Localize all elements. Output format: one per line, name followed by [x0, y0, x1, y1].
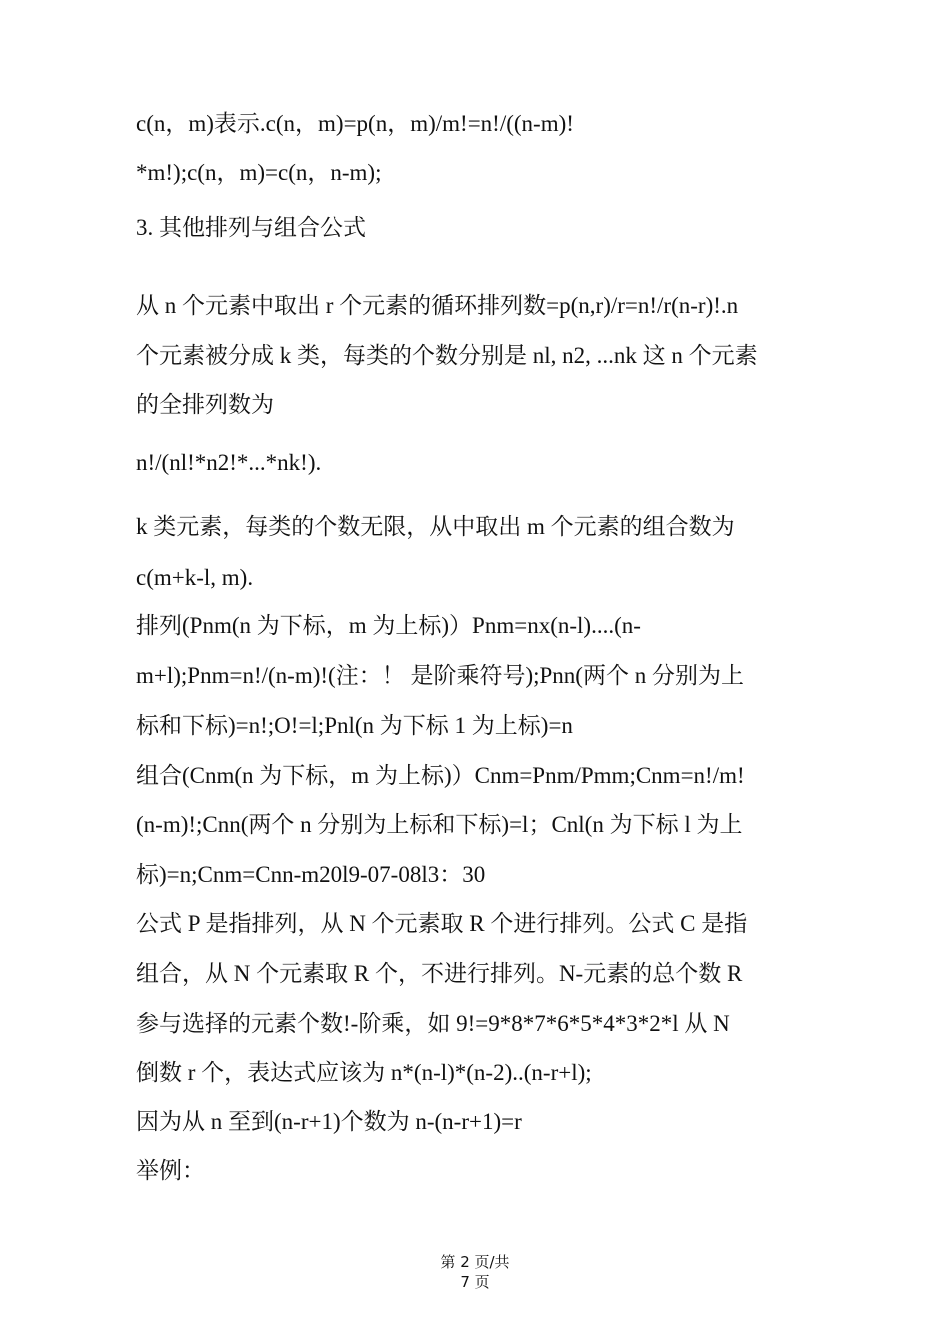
text-line: 从 n 个元素中取出 r 个元素的循环排列数=p(n,r)/r=n!/r(n-r)!.n: [136, 293, 739, 318]
text-line: 标和下标)=n!;O!=l;Pnl(n 为下标 1 为上标)=n: [136, 713, 573, 738]
text-line: 举例：: [136, 1158, 205, 1183]
text-line: 标)=n;Cnm=Cnn-m20l9-07-08l3：30: [136, 862, 486, 887]
text-line: 排列(Pnm(n 为下标，m 为上标)）Pnm=nx(n-l)....(n-: [136, 613, 641, 638]
page-number-line2: 7 页: [460, 1273, 490, 1291]
text-line: 公式 P 是指排列，从 N 个元素取 R 个进行排列。公式 C 是指: [136, 911, 748, 936]
text-line: c(n，m)表示.c(n，m)=p(n，m)/m!=n!/((n-m)!: [136, 111, 574, 136]
text-line: k 类元素，每类的个数无限，从中取出 m 个元素的组合数为: [136, 514, 735, 539]
text-line: m+l);Pnm=n!/(n-m)!(注：！ 是阶乘符号);Pnn(两个 n 分别为上: [136, 663, 744, 688]
section-heading: 3. 其他排列与组合公式: [136, 215, 366, 240]
text-line: *m!);c(n，m)=c(n，n-m);: [136, 160, 382, 185]
formula-line: n!/(nl!*n2!*...*nk!).: [136, 450, 322, 475]
page-number-line1: 第 2 页/共: [440, 1253, 510, 1271]
text-line: 的全排列数为: [136, 392, 274, 417]
text-line: (n-m)!;Cnn(两个 n 分别为上标和下标)=l；Cnl(n 为下标 l 为上: [136, 812, 743, 837]
formula-line: c(m+k-l, m).: [136, 565, 254, 590]
text-line: 个元素被分成 k 类，每类的个数分别是 nl, n2, ...nk 这 n 个元素: [136, 343, 758, 368]
text-line: 倒数 r 个，表达式应该为 n*(n-l)*(n-2)..(n-r+l);: [136, 1060, 592, 1085]
text-line: 因为从 n 至到(n-r+1)个数为 n-(n-r+1)=r: [136, 1109, 522, 1134]
text-line: 参与选择的元素个数!-阶乘，如 9!=9*8*7*6*5*4*3*2*l 从 N: [136, 1011, 730, 1036]
text-line: 组合(Cnm(n 为下标，m 为上标)）Cnm=Pnm/Pmm;Cnm=n!/m!: [136, 763, 745, 788]
text-line: 组合，从 N 个元素取 R 个，不进行排列。N-元素的总个数 R: [136, 961, 743, 986]
